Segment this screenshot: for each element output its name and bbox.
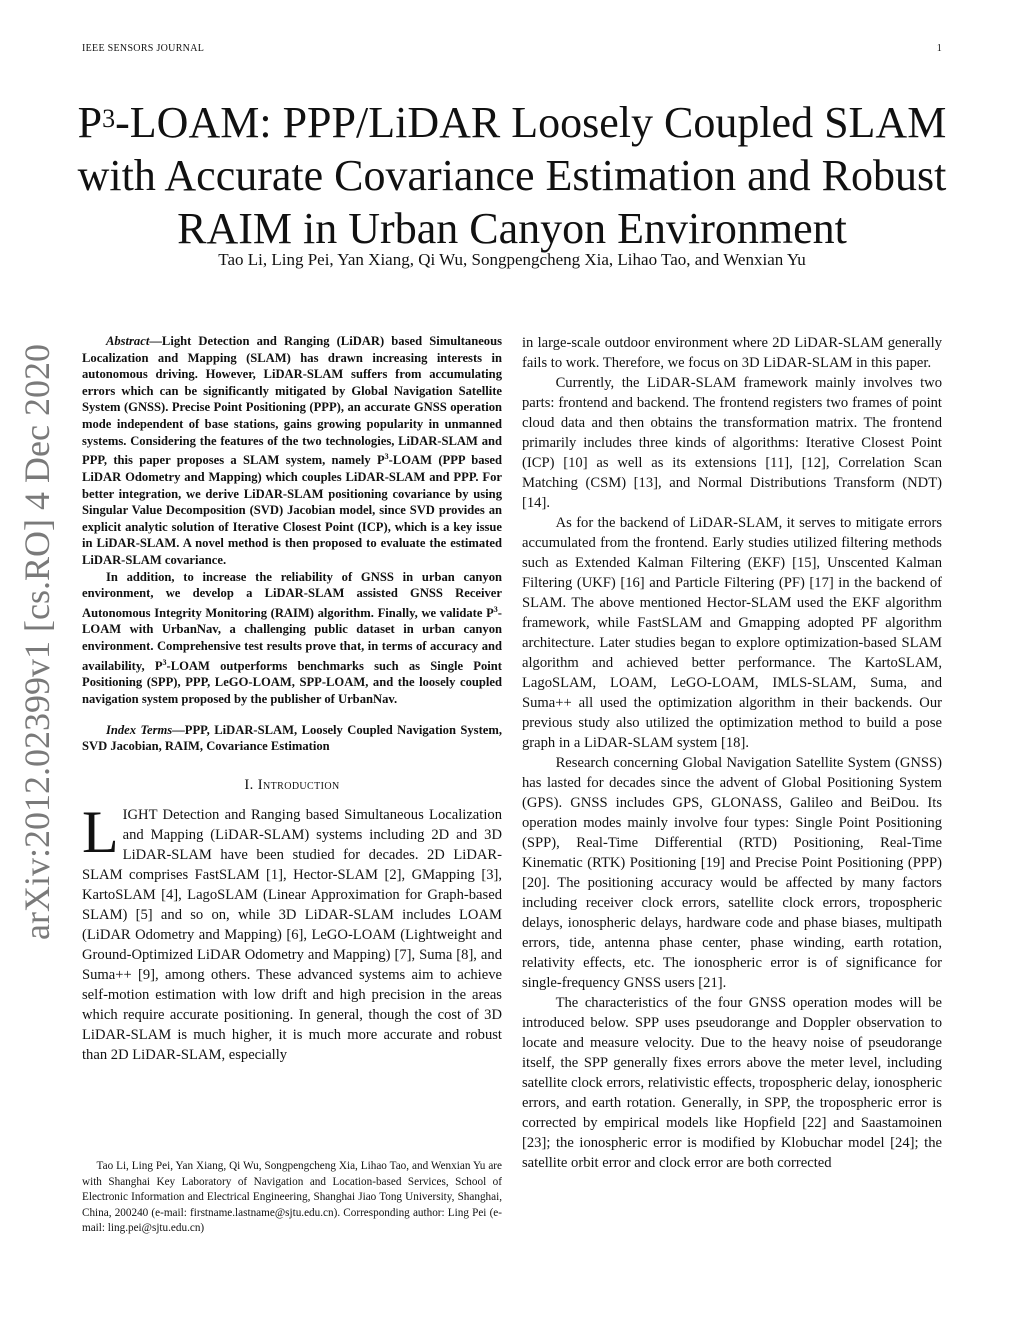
abstract-text-1b: -LOAM (PPP based LiDAR Odometry and Mapping) which couples LiDAR-SLAM and PPP. For better integration, we derive LiDAR-SLAM positioning covariance by using Singular Value Decomposition (SVD) Jacobian model, since SVD provides an explicit analytic solution of Iterative Closest Point (ICP), which is a key issue in LiDAR-SLAM. A novel method is then proposed to evaluate the estimated LiDAR-SLAM covariance. [82, 453, 502, 567]
running-header [82, 43, 942, 54]
abstract-label: Abstract [105, 334, 150, 348]
abstract-sup-2: 3 [493, 604, 498, 614]
intro-text-1: IGHT Detection and Ranging based Simultaneous Localization and Mapping (LiDAR-SLAM) systems including 2D and 3D LiDAR-SLAM have been studied for decades. 2D LiDAR-SLAM comprises FastSLAM [1], Hector-SLAM [2], GMapping [3], KartoSLAM [4], LagoSLAM (Linear Approximation for Graph-based SLAM) [5] and so on, while 3D LiDAR-SLAM includes LOAM (LiDAR Odometry and Mapping) [6], LeGO-LOAM (Lightweight and Ground-Optimized LiDAR Odometry and Mapping) [7], Suma [8], and Suma++ [9], among others. These advanced systems aim to achieve self-motion estimation with low drift and high precision in the areas which require accurate positioning. In general, though the cost of 3D LiDAR-SLAM is much higher, it is much more accurate and robust than 2D LiDAR-SLAM, especially [82, 806, 502, 1063]
title-superscript: 3 [102, 104, 116, 133]
right-column [522, 333, 942, 1173]
abstract-text-2c: -LOAM outperforms benchmarks such as Single Point Positioning (SPP), PPP, LeGO-LOAM, SPP-LOAM, and the loosely coupled navigation system proposed by the publisher of UrbanNav. [82, 658, 502, 707]
index-terms-label: Index Terms [105, 722, 173, 737]
left-column [82, 333, 502, 1065]
body-paragraph-4: Research concerning Global Navigation Satellite System (GNSS) has lasted for decades since the advent of Global Positioning System (GPS). GNSS includes GPS, GLONASS, Galileo and BeiDou. Its operation modes mainly involve four types: Single Point Positioning (SPP), Real-Time Differential (RTD) Positioning, Real-Time Kinematic (RTK) Positioning [19] and Precise Point Positioning (PPP) [20]. The positioning accuracy would be affected by many factors including receiver clock errors, satellite clock errors, tropospheric delays, ionospheric delays, hardware code and phase biases, multipath errors, tide, antenna phase center, phase winding, earth rotation, relativity effects, etc. The ionospheric error is of significance for single-frequency GNSS users [21]. [522, 755, 942, 991]
journal-name: IEEE SENSORS JOURNAL [82, 43, 205, 54]
paper-title [60, 96, 964, 255]
abstract-paragraph-2 [82, 569, 502, 708]
section-heading-introduction: I. Introduction [244, 776, 340, 793]
abstract-paragraph-1 [82, 333, 502, 569]
body-paragraph-2: Currently, the LiDAR-SLAM framework mainly involves two parts: frontend and backend. The frontend registers two frames of point cloud data and then obtains the transformation matrix. The frontend primarily includes three kinds of algorithms: Iterative Closest Point (ICP) [10] as well as its extensions [11], [12], Correlation Scan Matching (CSM) [13], and Normal Distributions Transform (NDT) [14]. [522, 375, 942, 511]
abstract-text-2a: In addition, to increase the reliability of GNSS in urban canyon environment, we develop a LiDAR-SLAM assisted GNSS Receiver Autonomous Integrity Monitoring (RAIM) algorithm. Finally, we validate P [82, 569, 502, 620]
index-terms-text: —PPP, LiDAR-SLAM, Loosely Coupled Navigation System, SVD Jacobian, RAIM, Covariance Estimation [82, 722, 502, 754]
abstract-text-2b: -LOAM with UrbanNav, a challenging public dataset in urban canyon environment. Comprehensive test results prove that, in terms of accuracy and availability, P [82, 605, 502, 673]
body-paragraph-1: in large-scale outdoor environment where 2D LiDAR-SLAM generally fails to work. Therefore, we focus on 3D LiDAR-SLAM in this paper. [522, 335, 942, 371]
body-paragraph-5: The characteristics of the four GNSS operation modes will be introduced below. SPP uses pseudorange and Doppler observation to locate and measure velocity. Due to the heavy noise of pseudorange itself, the SPP generally fixes errors above the meter level, including satellite clock errors, relativistic effects, tropospheric delay, ionospheric errors, and earth rotation. Generally, in SPP, the tropospheric error is corrected by empirical models like Hopfield [22] and Saastamoinen [23]; the ionospheric error is modified by Klobuchar model [24]; the satellite orbit error and clock error are both corrected [522, 995, 942, 1171]
index-terms [82, 722, 502, 755]
arxiv-identifier: arXiv:2012.02399v1 [cs.RO] 4 Dec 2020 [17, 344, 57, 940]
arxiv-watermark [8, 344, 66, 940]
abstract-text-1a: —Light Detection and Ranging (LiDAR) based Simultaneous Localization and Mapping (SLAM) has drawn increasing interests in autonomous driving. However, LiDAR-SLAM suffers from accumulating errors which can be significantly mitigated by Global Navigation Satellite System (GNSS). Precise Point Positioning (PPP), an accurate GNSS operation mode independent of base stations, gains growing popularity in unmanned systems. Considering the features of the two technologies, LiDAR-SLAM and PPP, this paper proposes a SLAM system, namely P [82, 334, 502, 468]
body-paragraph-3: As for the backend of LiDAR-SLAM, it serves to mitigate errors accumulated from the frontend. Early studies utilized filtering methods such as Extended Kalman Filtering (EKF) [15], Unscented Kalman Filtering (UKF) [16] and Particle Filtering (PF) [17] in the backend of SLAM. The above mentioned Hector-SLAM used the EKF algorithm framework, while FastSLAM and Gmapping adopted PF algorithm architecture. Later studies began to explore optimization-based SLAM algorithm and achieved better performance. The KartoSLAM, LagoSLAM, LOAM, LeGO-LOAM, IMLS-SLAM, Suma, and Suma++ all used the optimization algorithm in their backends. Our previous study also utilized the optimization method to build a pose graph in a LiDAR-SLAM system [18]. [522, 515, 942, 751]
drop-cap: L [82, 798, 119, 865]
abstract-sup-1: 3 [384, 452, 389, 462]
author-list: Tao Li, Ling Pei, Yan Xiang, Qi Wu, Songpengcheng Xia, Lihao Tao, and Wenxian Yu [218, 250, 806, 269]
abstract [82, 333, 502, 755]
title-rest: -LOAM: PPP/LiDAR Loosely Coupled SLAM with Accurate Covariance Estimation and Robust RAIM in Urban Canyon Environment [77, 98, 947, 253]
author-affiliation-footnote: Tao Li, Ling Pei, Yan Xiang, Qi Wu, Songpengcheng Xia, Lihao Tao, and Wenxian Yu are with Shanghai Key Laboratory of Navigation and Location-based Services, School of Electronic Information and Electrical Engineering, Shanghai Jiao Tong University, Shanghai, China, 200240 (e-mail: firstname.lastname@sjtu.edu.cn). Corresponding author: Ling Pei (e-mail: ling.pei@sjtu.edu.cn) [82, 1160, 502, 1235]
abstract-sup-3: 3 [162, 657, 167, 667]
page-number: 1 [936, 43, 942, 54]
title-prefix: P [77, 98, 103, 147]
intro-paragraph-1 [82, 798, 502, 1065]
